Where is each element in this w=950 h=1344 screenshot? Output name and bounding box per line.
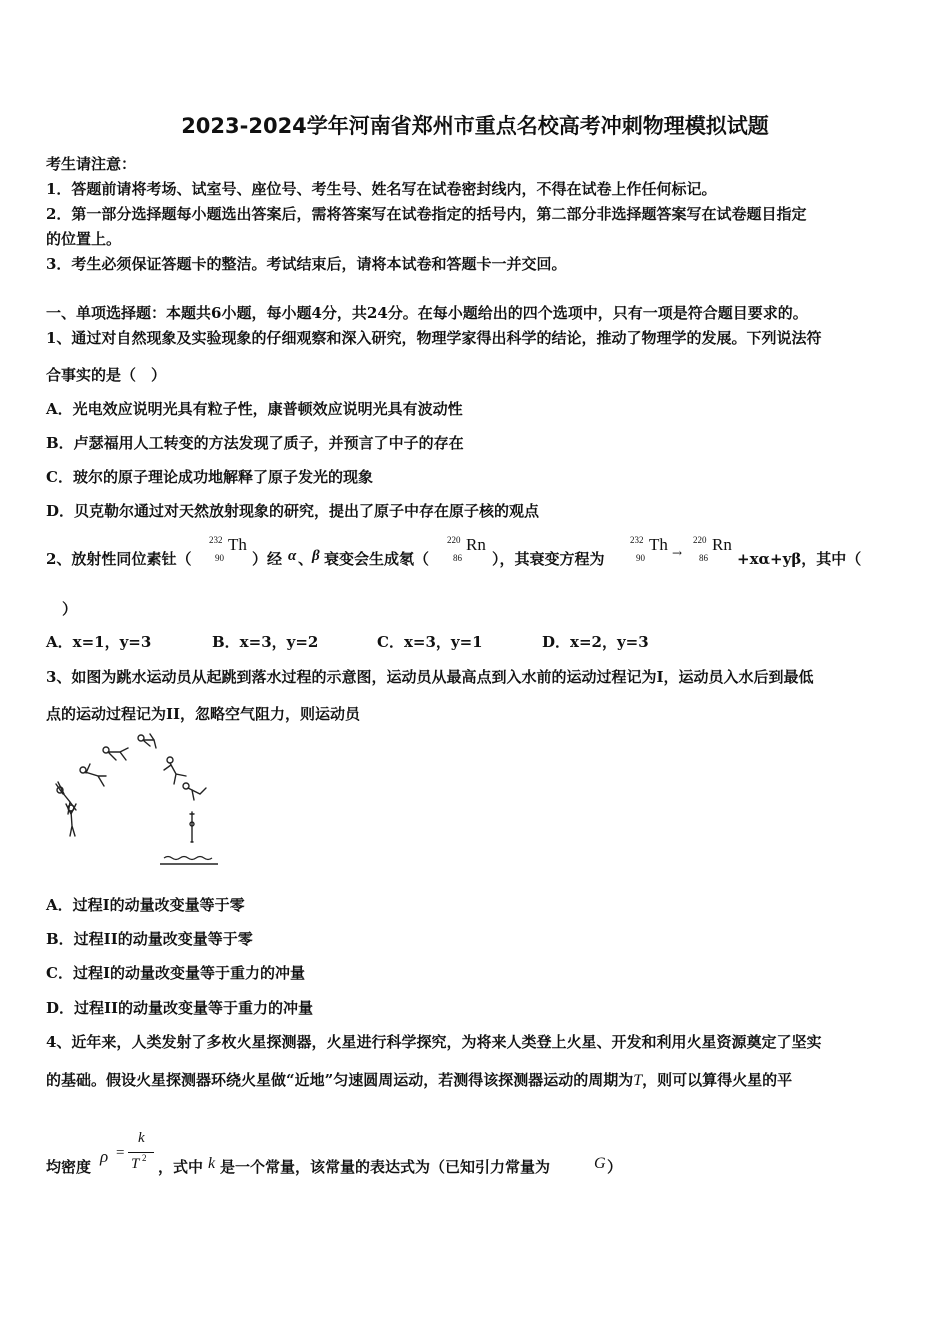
q3-option-a[interactable]: A．过程I的动量改变量等于零	[46, 896, 245, 914]
q2-option-d[interactable]: D．x=2，y=3	[542, 633, 649, 651]
notice-item-1: 1．答题前请将考场、试室号、座位号、考生号、姓名写在试卷密封线内，不得在试卷上作任何标记。	[46, 180, 717, 198]
q3-stem-line1: 3、如图为跳水运动员从起跳到落水过程的示意图，运动员从最高点到入水前的运动过程记为I，运动员入水后到最低	[46, 668, 814, 686]
q1-option-a[interactable]: A．光电效应说明光具有粒子性，康普顿效应说明光具有波动性	[46, 400, 463, 418]
section-heading: 一、单项选择题：本题共6小题，每小题4分，共24分。在每小题给出的四个选项中，只有一项是符合题目要求的。	[46, 304, 808, 322]
q2-option-a[interactable]: A．x=1，y=3	[46, 633, 152, 651]
q1-stem-line2: 合事实的是（ ）	[46, 366, 167, 384]
q3-option-b[interactable]: B．过程II的动量改变量等于零	[46, 930, 253, 948]
notice-heading: 考生请注意：	[46, 155, 137, 173]
q1-option-d[interactable]: D．贝克勒尔通过对天然放射现象的研究，提出了原子中存在原子核的观点	[46, 502, 540, 520]
q2-option-b[interactable]: B．x=3，y=2	[212, 633, 319, 651]
q2-stem-line2: ）	[62, 600, 78, 618]
diver-pose-top	[103, 747, 128, 760]
diver-pose-rotate	[164, 757, 186, 784]
diver-pose-tuck	[138, 734, 156, 748]
q1-stem-line1: 1、通过对自然现象及实验现象的仔细观察和深入研究，物理学家得出科学的结论，推动了物理学的发展。下列说法符	[46, 329, 822, 347]
q3-stem-line2: 点的运动过程记为II，忽略空气阻力，则运动员	[46, 705, 361, 723]
q1-option-c[interactable]: C．玻尔的原子理论成功地解释了原子发光的现象	[46, 468, 373, 486]
reaction-arrow: →	[672, 546, 683, 560]
water-surface	[160, 857, 218, 865]
notice-item-3: 3．考生必须保证答题卡的整洁。考试结束后，请将本试卷和答题卡一并交回。	[46, 255, 567, 273]
diver-pose-entry	[190, 812, 194, 842]
q4-stem-line2: 的基础。假设火星探测器环绕火星做“近地”匀速圆周运动，若测得该探测器运动的周期为T，则可以算得火星的平	[46, 1071, 793, 1089]
notice-item-2: 2．第一部分选择题每小题选出答案后，需将答案写在试卷指定的括号内，第二部分非选择题答案写在试卷题目指定	[46, 205, 807, 223]
q3-option-c[interactable]: C．过程I的动量改变量等于重力的冲量	[46, 964, 305, 982]
diver-pose-extend	[183, 783, 206, 800]
q3-option-d[interactable]: D．过程II的动量改变量等于重力的冲量	[46, 999, 314, 1017]
page-title: 2023-2024学年河南省郑州市重点名校高考冲刺物理模拟试题	[181, 114, 769, 138]
notice-item-2-cont: 的位置上。	[46, 230, 122, 248]
diver-pose-pike	[80, 764, 106, 786]
q1-option-b[interactable]: B．卢瑟福用人工转变的方法发现了质子，并预言了中子的存在	[46, 434, 464, 452]
q2-option-c[interactable]: C．x=3，y=1	[377, 633, 483, 651]
diver-trajectory-figure	[46, 730, 226, 870]
q4-stem-line1: 4、近年来，人类发射了多枚火星探测器，火星进行科学探究，为将来人类登上火星、开发和利用火星资源奠定了坚实	[46, 1033, 822, 1051]
